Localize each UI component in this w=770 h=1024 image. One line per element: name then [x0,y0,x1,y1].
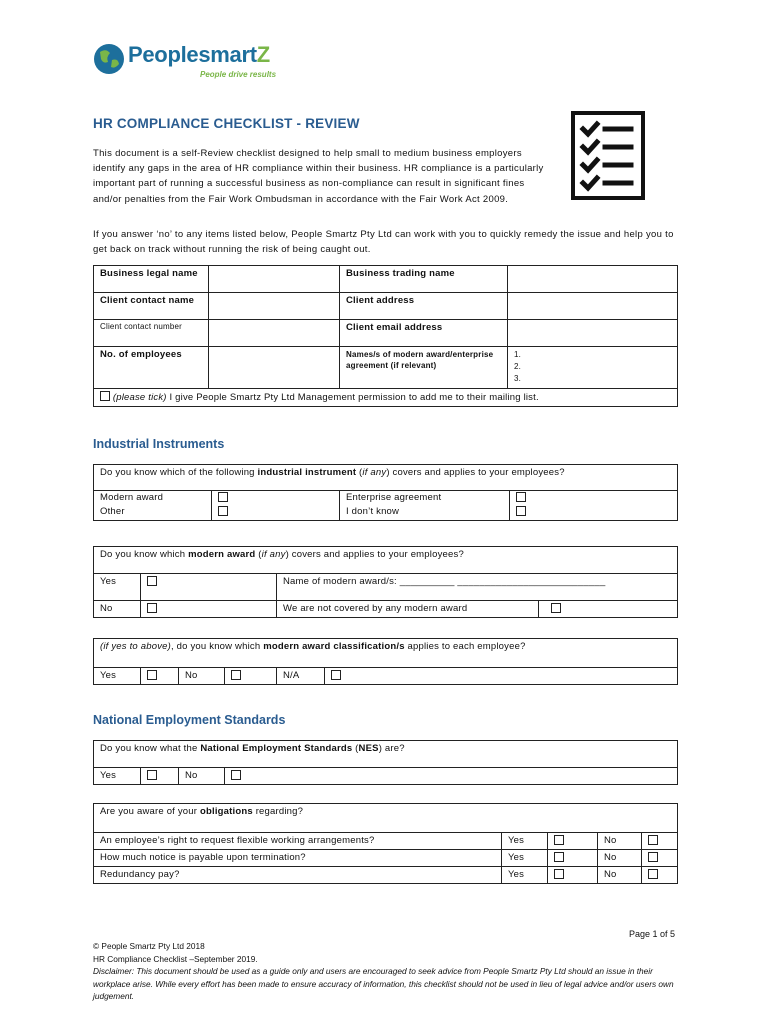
obligation-notice: How much notice is payable upon termination? [94,850,502,867]
label-yes: Yes [94,668,141,685]
label-client-email: Client email address [340,320,508,347]
label-no: No [179,768,225,785]
checklist-icon [571,111,645,200]
q-bold: NES [358,743,379,754]
label-client-address: Client address [340,293,508,320]
obligations-table [93,803,678,884]
checkbox-redundancy-yes[interactable] [554,869,564,879]
label-yes: Yes [502,833,548,850]
q-bold: modern award [188,549,256,560]
consent-text: I give People Smartz Pty Ltd Management permission to add me to their mailing list. [166,392,539,403]
field-client-contact-number[interactable] [209,320,340,347]
label-yes: Yes [94,574,141,601]
footer-disclaimer: Disclaimer: This document should be used as a guide only and users are encouraged to seek advice from People Smartz Pty Ltd should an issue in their workplace arise. While every effort has been made to ensure accuracy of information, this checklist should not be used in lieu of legal advice and/or users own judgement. [93,966,674,1001]
label-no-of-employees: No. of employees [94,347,209,389]
field-client-email[interactable] [508,320,678,347]
obligation-flexible: An employee’s right to request flexible working arrangements? [94,833,502,850]
field-award-list[interactable] [508,347,678,389]
checkbox-award-yes[interactable] [147,576,157,586]
checkbox-notice-no[interactable] [648,852,658,862]
q-text: ) covers and applies to your employees? [386,467,565,478]
page-title: HR COMPLIANCE CHECKLIST - REVIEW [93,116,360,131]
label-no: No [598,867,642,884]
consent-italic: (please tick) [112,392,167,403]
checkbox-award-no[interactable] [147,603,157,613]
field-client-address[interactable] [508,293,678,320]
q-text: ) covers and applies to your employees? [285,549,464,560]
checkbox-class-yes[interactable] [147,670,157,680]
award-list-item: 3. [514,374,522,383]
label-business-trading-name: Business trading name [340,266,508,293]
q-text: Do you know which [100,549,189,560]
option-dont-know: I don’t know [340,506,510,521]
label-yes: Yes [94,768,141,785]
q-text: Do you know which of the following [100,467,258,478]
award-name-field[interactable]: Name of modern award/s: __________ ___________________________ [277,574,678,601]
label-award-names: Names/s of modern award/enterprise agreement (if relevant) [340,347,508,389]
q-text: ( [352,743,359,754]
option-enterprise-agreement: Enterprise agreement [340,491,510,506]
checkbox-class-no[interactable] [231,670,241,680]
section-nes-heading: National Employment Standards [93,713,286,727]
intro-paragraph-2: If you answer ‘no’ to any items listed below, People Smartz Pty Ltd can work with you to quickly remedy the issue and help you to get back on track without running the risk of being caught out. [93,229,674,256]
option-modern-award: Modern award [94,491,212,506]
label-business-legal-name: Business legal name [94,266,209,293]
logo-globe-icon [92,42,126,76]
label-na: N/A [277,668,325,685]
consent-checkbox[interactable] [100,391,110,401]
intro-paragraph: This document is a self-Review checklist designed to help small to medium business employers identify any gaps in the area of HR compliance within their business. HR compliance is a particularly important part of running a successful business as non-compliance can result in significant fines and/or penalties from the Fair Work Ombudsman in accordance with the Fair Work Act 2009. [93,148,544,205]
checkbox-flex-yes[interactable] [554,835,564,845]
label-client-contact-number: Client contact number [94,320,209,347]
footer-copyright: © People Smartz Pty Ltd 2018 [93,941,205,951]
q-text: Are you aware of your [100,806,200,817]
q-bold: National Employment Standards [200,743,353,754]
q-italic: if any [261,549,286,560]
q-text: regarding? [252,806,304,817]
classification-question [94,639,678,668]
label-no: No [598,833,642,850]
obligation-redundancy: Redundancy pay? [94,867,502,884]
label-no: No [179,668,225,685]
instrument-table [93,464,678,521]
option-other: Other [94,506,212,521]
q-text: ) are? [378,743,405,754]
checkbox-redundancy-no[interactable] [648,869,658,879]
field-client-contact-name[interactable] [209,293,340,320]
field-business-legal-name[interactable] [209,266,340,293]
modern-award-table [93,546,678,618]
q-text: ( [255,549,262,560]
award-list-item: 1. [514,350,522,359]
award-list-item: 2. [514,362,522,371]
page-number: Page 1 of 5 [629,929,676,939]
q-text: Do you know what the [100,743,201,754]
checkbox-notice-yes[interactable] [554,852,564,862]
checkbox-other[interactable] [218,506,228,516]
nes-question [94,741,678,768]
modern-award-question [94,547,678,574]
obligations-question [94,804,678,833]
checkbox-dont-know[interactable] [516,506,526,516]
mailing-list-consent [94,389,678,407]
checkbox-class-na[interactable] [331,670,341,680]
label-no: No [94,601,141,618]
label-client-contact-name: Client contact name [94,293,209,320]
checkbox-not-covered[interactable] [551,603,561,613]
q-italic: if any [362,467,387,478]
q-italic: (if yes to above) [100,641,171,652]
section-industrial-heading: Industrial Instruments [93,437,225,451]
label-yes: Yes [502,850,548,867]
logo-text: PeoplesmartZ [128,42,270,67]
logo-tagline: People drive results [200,70,277,79]
q-text: applies to each employee? [404,641,526,652]
label-yes: Yes [502,867,548,884]
label-no: No [598,850,642,867]
checkbox-nes-no[interactable] [231,770,241,780]
checkbox-nes-yes[interactable] [147,770,157,780]
q-text: , do you know which [171,641,264,652]
footer [93,940,678,1003]
q-bold: industrial instrument [257,467,357,478]
footer-version: HR Compliance Checklist –September 2019. [93,953,258,964]
label-not-covered: We are not covered by any modern award [277,601,539,618]
instrument-question [94,465,678,491]
checkbox-modern-award[interactable] [218,492,228,502]
nes-table [93,740,678,785]
classification-table [93,638,678,685]
business-details-table [93,265,678,407]
q-bold: modern award classification/s [263,641,405,652]
field-no-of-employees[interactable] [209,347,340,389]
company-logo [92,40,292,86]
q-bold: obligations [199,806,253,817]
checkbox-flex-no[interactable] [648,835,658,845]
field-business-trading-name[interactable] [508,266,678,293]
q-text: ( [356,467,363,478]
checkbox-enterprise-agreement[interactable] [516,492,526,502]
